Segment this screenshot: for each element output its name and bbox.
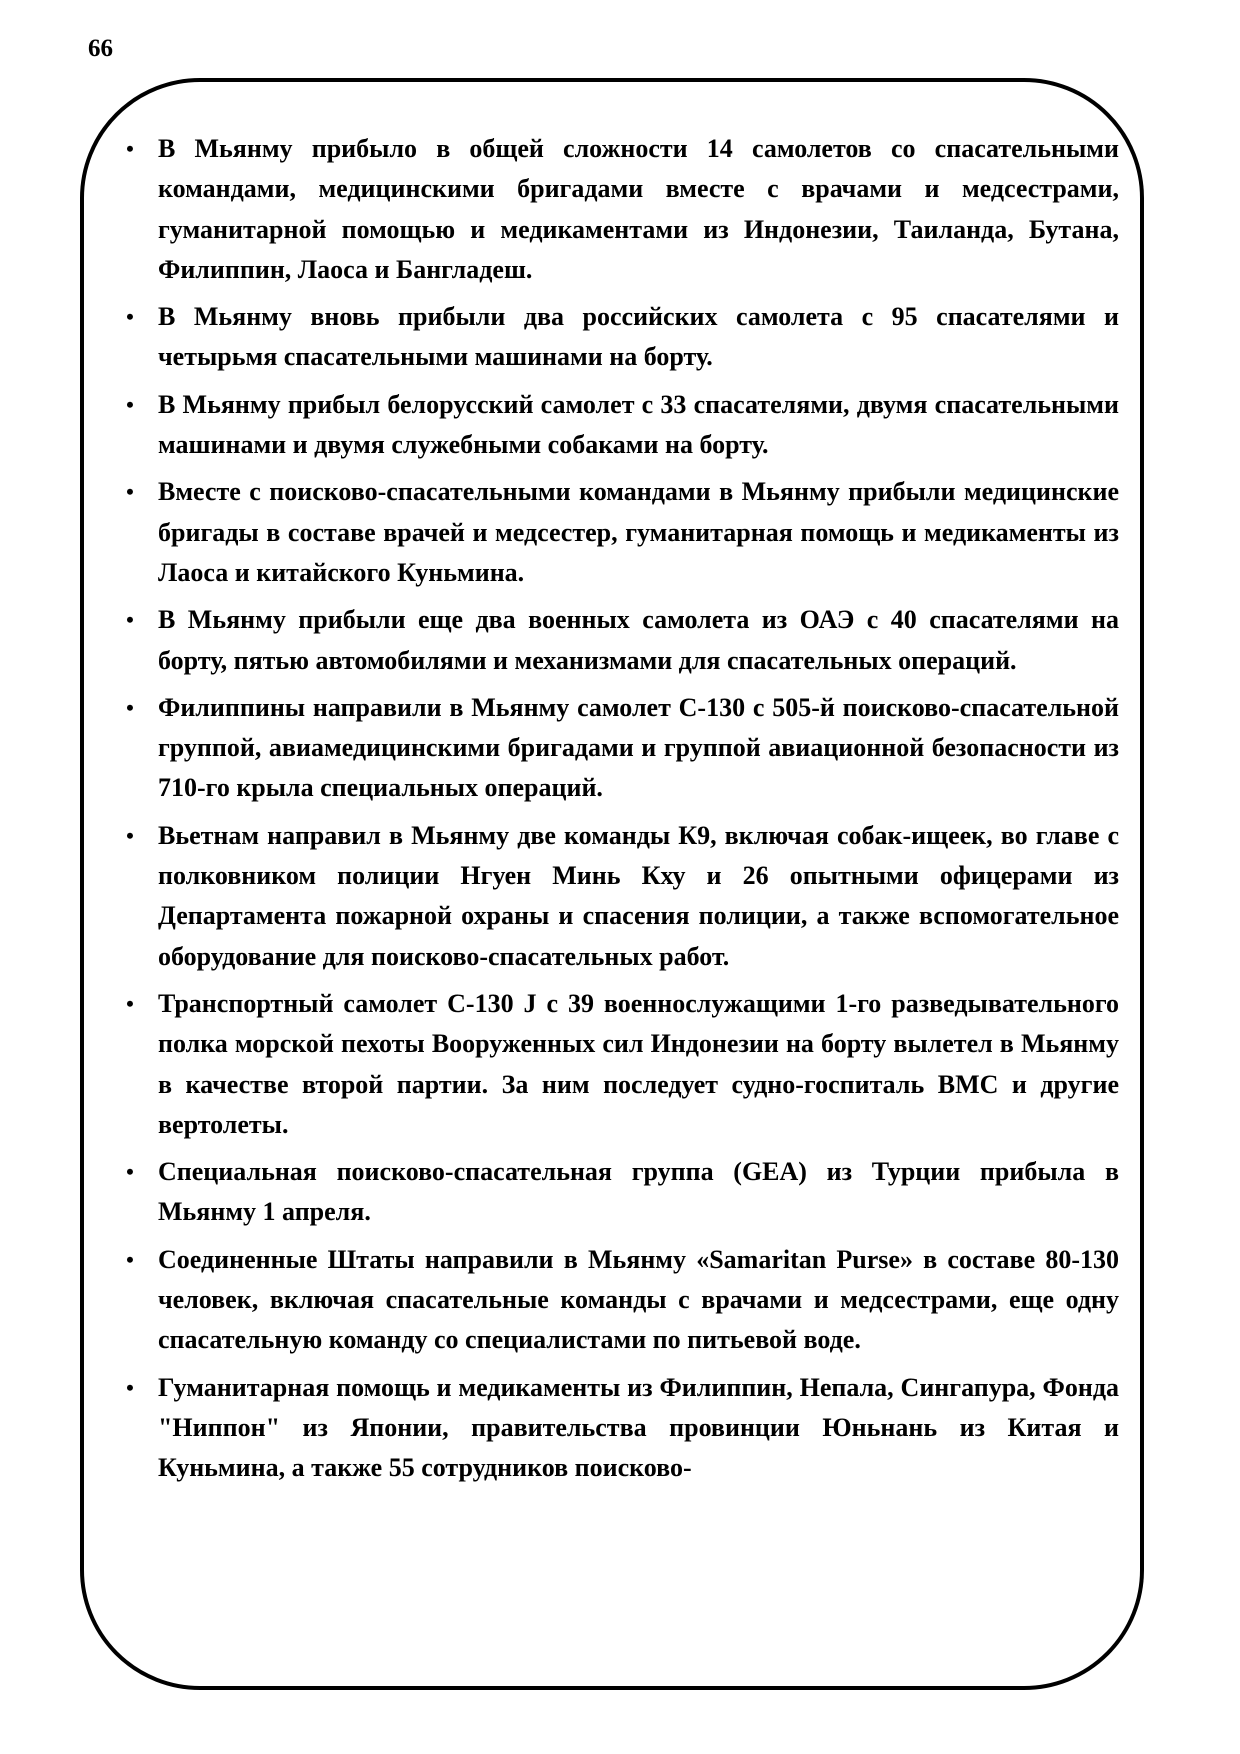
list-item-text: В Мьянму прибыл белорусский самолет с 33 спасателями, двумя спасательными машинами и двумя служебными собаками на борту. bbox=[158, 389, 1119, 460]
bullet-icon: • bbox=[126, 479, 134, 505]
bullet-icon: • bbox=[126, 136, 134, 161]
list-item-text: Вьетнам направил в Мьянму две команды К9, включая собак-ищеек, во главе с полковником полиции Нгуен Минь Кху и 26 опытными офицерами из Департамента пожарной охраны и спасения полиции, а также вспомогательное оборудование для поисково-спасательных работ. bbox=[158, 820, 1119, 971]
list-item bbox=[120, 816, 1119, 977]
list-item-text: Филиппины направили в Мьянму самолет C-130 с 505-й поисково-спасательной группой, авиамедицинскими бригадами и группой авиационной безопасности из 710-го крыла специальных операций. bbox=[158, 692, 1119, 803]
list-item-text: В Мьянму вновь прибыли два российских самолета с 95 спасателями и четырьмя спасательными машинами на борту. bbox=[158, 302, 1119, 372]
list-item bbox=[120, 600, 1119, 681]
list-item bbox=[120, 385, 1119, 466]
list-item bbox=[120, 472, 1119, 593]
bullet-list bbox=[120, 129, 1119, 1496]
list-item-text: Специальная поисково-спасательная группа (GEA) из Турции прибыла в Мьянму 1 апреля. bbox=[158, 1157, 1119, 1227]
bullet-icon: • bbox=[126, 607, 134, 633]
list-item bbox=[120, 984, 1119, 1145]
list-item bbox=[120, 1240, 1119, 1361]
list-item-text: Транспортный самолет C-130 J с 39 военнослужащими 1-го разведывательного полка морской пехоты Вооруженных сил Индонезии на борту вылетел в Мьянму в качестве второй партии. За ним последует судно-госпиталь ВМС и другие вертолеты. bbox=[158, 988, 1119, 1139]
bullet-icon: • bbox=[126, 694, 134, 720]
bullet-icon: • bbox=[126, 1374, 134, 1400]
list-item bbox=[120, 1152, 1119, 1233]
list-item-text: В Мьянму прибыли еще два военных самолета из ОАЭ с 40 спасателями на борту, пятью автомобилями и механизмами для спасательных операций. bbox=[158, 605, 1119, 675]
list-item-text: Соединенные Штаты направили в Мьянму «Samaritan Purse» в составе 80-130 человек, включая спасательные команды с врачами и медсестрами, еще одну спасательную команду со специалистами по питьевой воде. bbox=[158, 1244, 1119, 1355]
list-item bbox=[120, 129, 1119, 290]
list-item-text: Гуманитарная помощь и медикаменты из Филиппин, Непала, Сингапура, Фонда "Ниппон" из Японии, правительства провинции Юньнань из Китая и Куньмина, а также 55 сотрудников поисково- bbox=[158, 1372, 1119, 1483]
bullet-icon: • bbox=[126, 304, 134, 330]
bullet-icon: • bbox=[126, 391, 134, 417]
bullet-icon: • bbox=[126, 822, 134, 848]
list-item-text: В Мьянму прибыло в общей сложности 14 самолетов со спасательными командами, медицинскими бригадами вместе с врачами и медсестрами, гуманитарной помощью и медикаментами из Индонезии, Таиланда, Бутана, Филиппин, Лаоса и Бангладеш. bbox=[158, 134, 1119, 284]
bullet-icon: • bbox=[126, 1159, 134, 1185]
bullet-icon: • bbox=[126, 990, 134, 1016]
bullet-icon: • bbox=[126, 1246, 134, 1272]
list-item bbox=[120, 1368, 1119, 1489]
list-item-text: Вместе с поисково-спасательными командами в Мьянму прибыли медицинские бригады в составе врачей и медсестер, гуманитарная помощь и медикаменты из Лаоса и китайского Куньмина. bbox=[158, 477, 1119, 587]
list-item bbox=[120, 688, 1119, 809]
page-number: 66 bbox=[88, 35, 113, 62]
list-item bbox=[120, 297, 1119, 378]
